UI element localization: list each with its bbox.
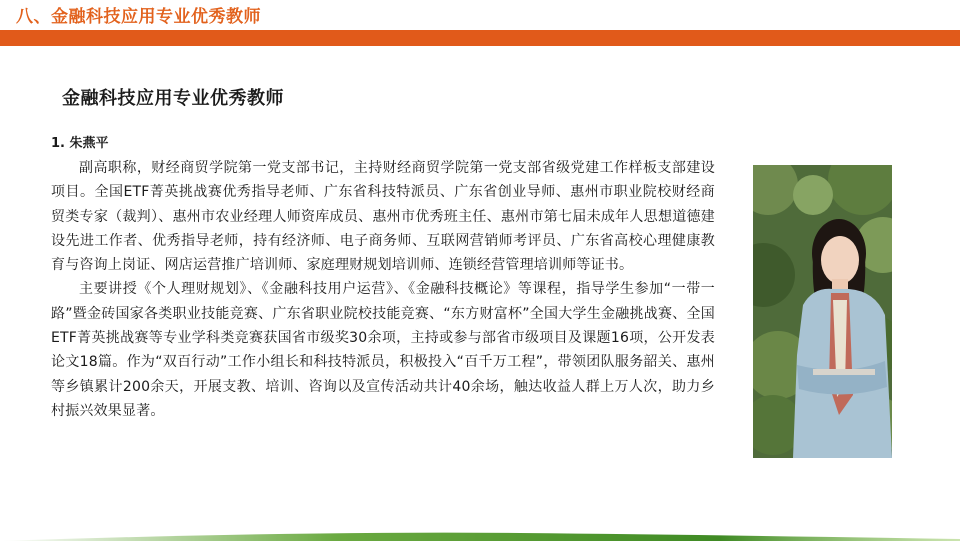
teacher-bio bbox=[51, 156, 715, 528]
bio-paragraph-2: 主要讲授《个人理财规划》、《金融科技用户运营》、《金融科技概论》等课程，指导学生参加“一带一路”暨金砖国家各类职业技能竞赛、广东省职业院校技能竞赛、“东方财富杯”全国大学生金融挑战赛、全国ETF菁英挑战赛等专业学科类竞赛获国省市级奖30余项，主持或参与部省市级项目及课题16项，公开发表论文18篇。作为“双百行动”工作小组长和科技特派员，积极投入“百千万工程”，带领团队服务韶关、惠州等乡镇累计200余天，开展支教、培训、咨询以及宣传活动共计40余场，触达收益人群上万人次，助力乡村振兴效果显著。 bbox=[51, 281, 715, 419]
teacher-photo bbox=[753, 165, 892, 458]
bio-paragraph-1: 副高职称，财经商贸学院第一党支部书记，主持财经商贸学院第一党支部省级党建工作样板支部建设项目。全国ETF菁英挑战赛优秀指导老师、广东省科技特派员、广东省创业导师、惠州市职业院校财经商贸类专家（裁判）、惠州市农业经理人师资库成员、惠州市优秀班主任、惠州市第七届未成年人思想道德建设先进工作者、优秀指导老师，持有经济师、电子商务师、互联网营销师考评员、广东省高校心理健康教育与咨询上岗证、网店运营推广培训师、家庭理财规划培训师、连锁经营管理培训师等证书。 bbox=[51, 160, 715, 274]
orange-divider-bar bbox=[0, 30, 960, 46]
footer-green-band bbox=[0, 526, 960, 540]
page-header bbox=[0, 0, 960, 30]
page-heading: 金融科技应用专业优秀教师 bbox=[62, 88, 284, 109]
teacher-name: 1. 朱燕平 bbox=[51, 136, 109, 151]
section-title: 八、金融科技应用专业优秀教师 bbox=[16, 7, 261, 27]
